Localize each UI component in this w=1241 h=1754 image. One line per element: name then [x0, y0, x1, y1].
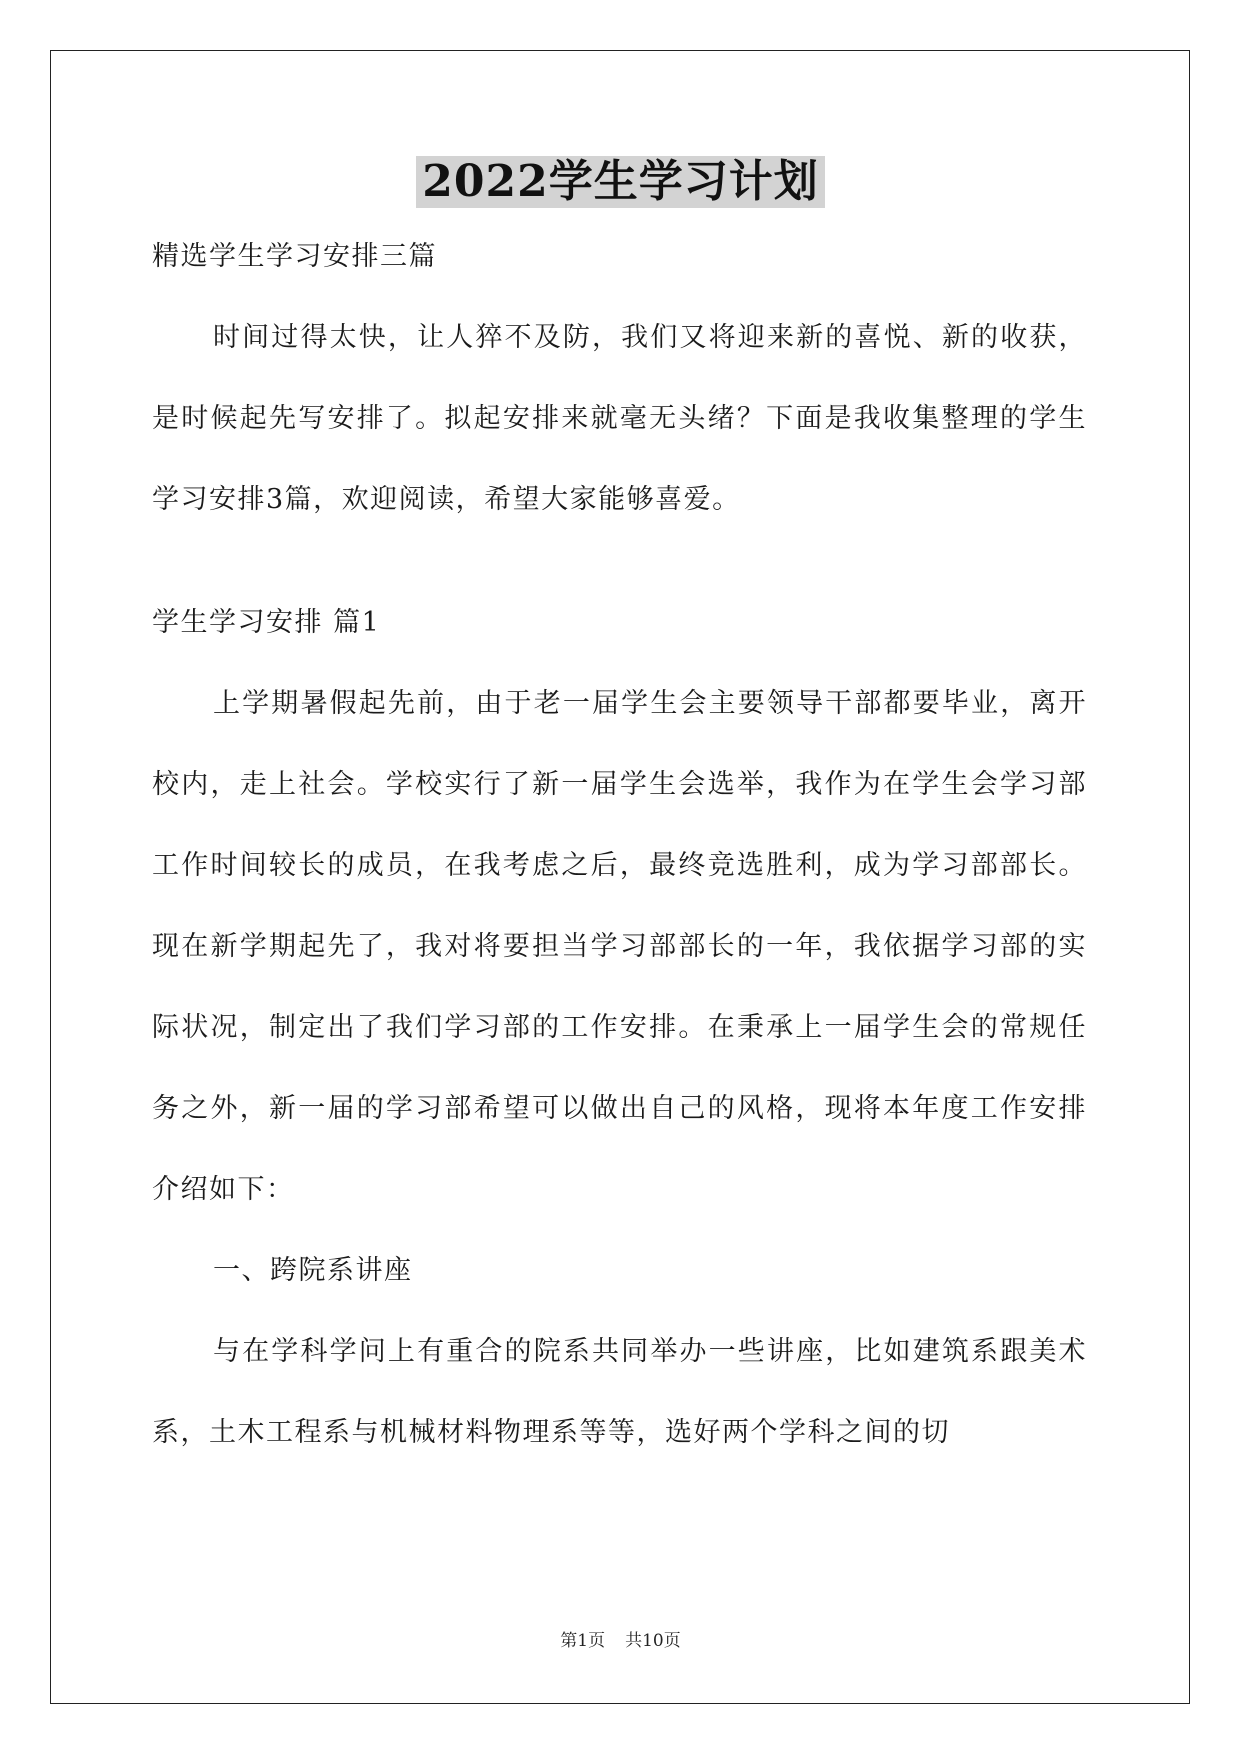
page-footer — [0, 1626, 1241, 1651]
item-1-paragraph: 与在学科学问上有重合的院系共同举办一些讲座，比如建筑系跟美术系，土木工程系与机械材料物理系等等，选好两个学科之间的切 — [152, 1336, 1087, 1448]
document-title — [0, 156, 1241, 208]
item-1-heading: 一、跨院系讲座 — [213, 1255, 413, 1286]
page-total: 共10页 — [625, 1631, 681, 1651]
page-number: 第1页 — [560, 1631, 606, 1651]
document-title-text: 2022学生学习计划 — [416, 156, 824, 208]
section-1-heading: 学生学习安排 篇1 — [152, 607, 381, 638]
document-subtitle: 精选学生学习安排三篇 — [152, 241, 437, 272]
section-1-paragraph: 上学期暑假起先前，由于老一届学生会主要领导干部都要毕业，离开校内，走上社会。学校实行了新一届学生会选举，我作为在学生会学习部工作时间较长的成员，在我考虑之后，最终竞选胜利，成为学习部部长。现在新学期起先了，我对将要担当学习部部长的一年，我依据学习部的实际状况，制定出了我们学习部的工作安排。在秉承上一届学生会的常规任务之外，新一届的学习部希望可以做出自己的风格，现将本年度工作安排介绍如下： — [152, 688, 1087, 1205]
intro-paragraph: 时间过得太快，让人猝不及防，我们又将迎来新的喜悦、新的收获，是时候起先写安排了。拟起安排来就毫无头绪？下面是我收集整理的学生学习安排3篇，欢迎阅读，希望大家能够喜爱。 — [152, 322, 1087, 515]
